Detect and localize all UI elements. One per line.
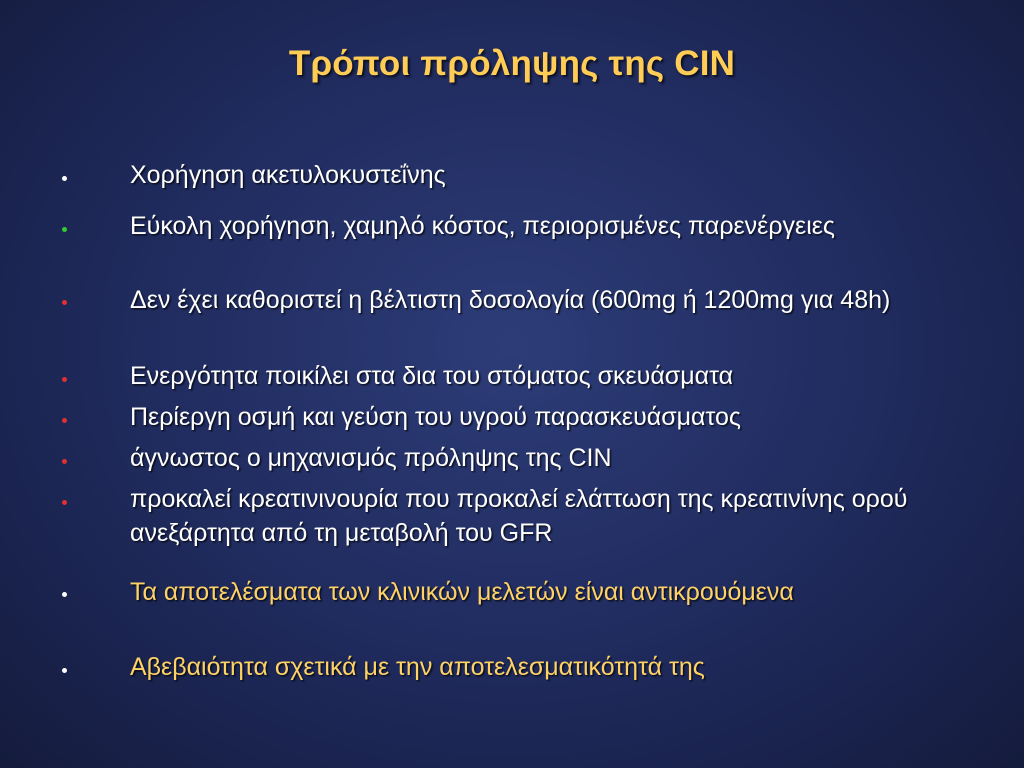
bullet-dot (62, 459, 67, 464)
bullet-dot (62, 176, 67, 181)
bullet-dot (62, 300, 67, 305)
bullet-text: Τα αποτελέσματα των κλινικών μελετών είναι αντικρουόμενα (130, 578, 794, 606)
bullet-dot (62, 227, 67, 232)
bullet-text: Δεν έχει καθοριστεί η βέλτιστη δοσολογία (600mg ή 1200mg για 48h) (130, 286, 891, 314)
bullet-dot (62, 377, 67, 382)
bullet-text: Αβεβαιότητα σχετικά με την αποτελεσματικότητά της (130, 653, 705, 681)
bullet-dot (62, 592, 67, 597)
bullet-dot (62, 668, 67, 673)
bullet-text: Εύκολη χορήγηση, χαμηλό κόστος, περιορισμένες παρενέργειες (130, 212, 835, 240)
bullet-dot (62, 418, 67, 423)
bullet-text: άγνωστος ο μηχανισμός πρόληψης της CIN (130, 444, 612, 472)
bullet-text: Περίεργη οσμή και γεύση του υγρού παρασκευάσματος (130, 403, 741, 431)
bullet-text: προκαλεί κρεατινινουρία που προκαλεί ελάττωση της κρεατινίνης ορού ανεξάρτητα από τη μεταβολή του GFR (130, 485, 908, 547)
slide-title: Τρόποι πρόληψης της CIN (288, 44, 736, 83)
bullet-text: Ενεργότητα ποικίλει στα δια του στόματος σκευάσματα (130, 362, 734, 390)
bullet-dot (62, 500, 67, 505)
bullet-text: Χορήγηση ακετυλοκυστεΐνης (130, 161, 446, 189)
